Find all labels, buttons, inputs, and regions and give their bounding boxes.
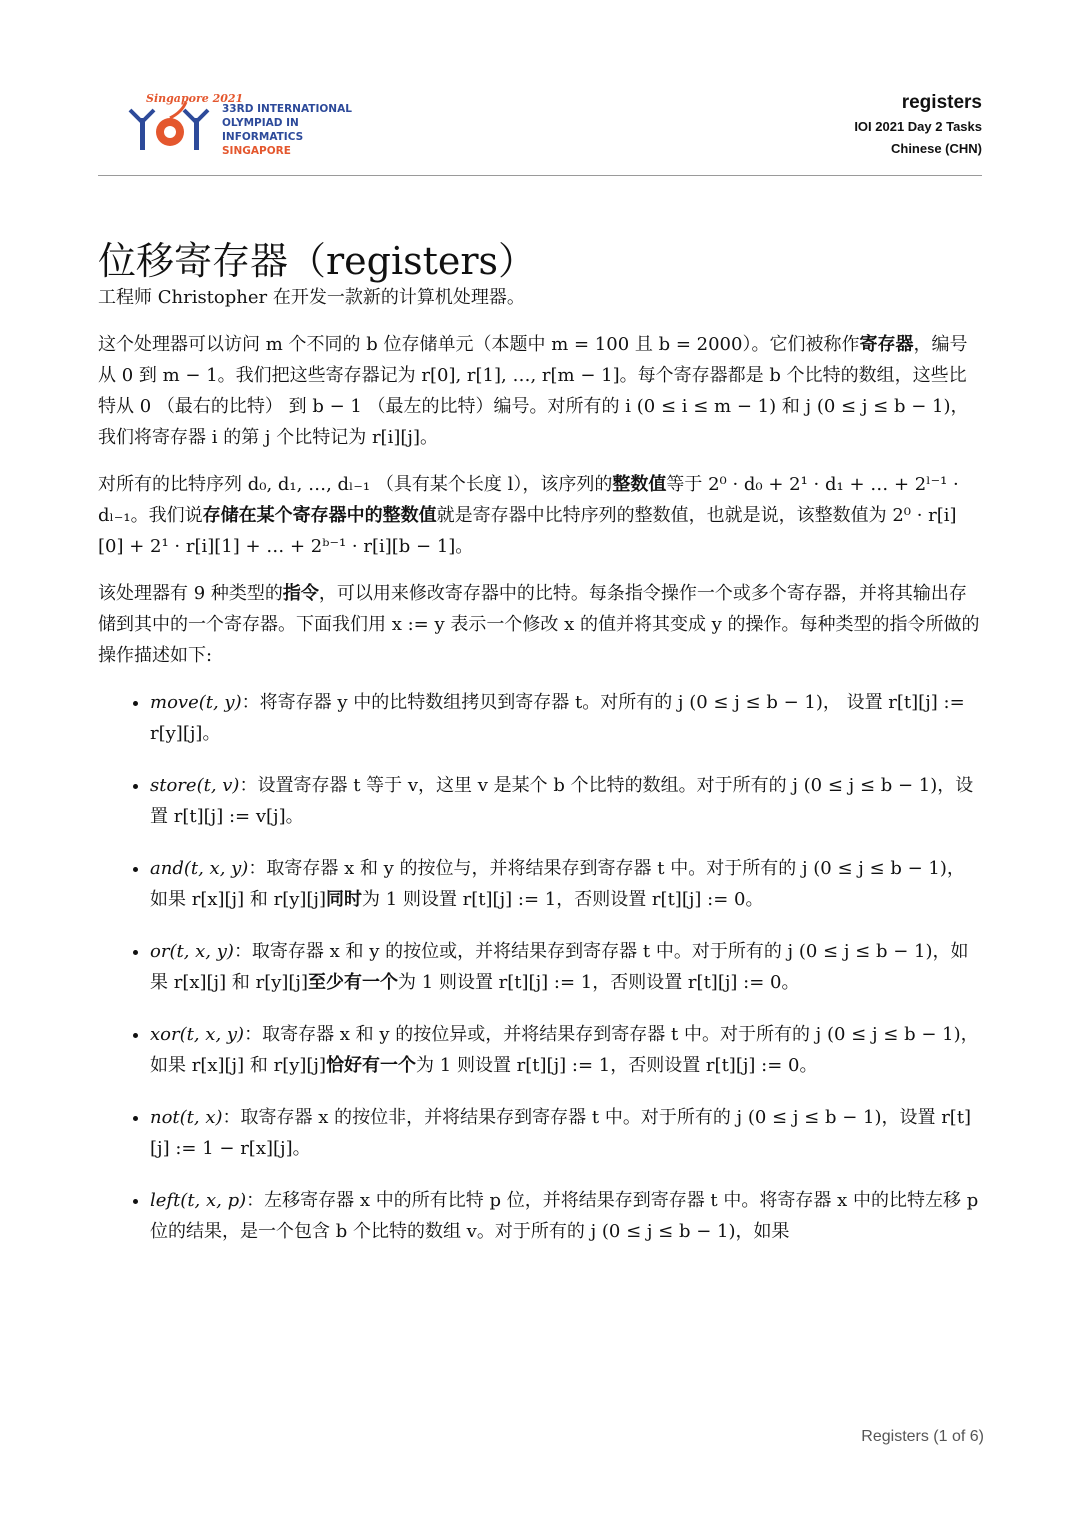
instruction-left [150, 1185, 982, 1247]
bold-term: 指令 [282, 583, 319, 604]
paragraph-text: 该处理器有 9 种类型的 [98, 583, 283, 604]
logo-text [222, 102, 372, 158]
paragraph-text: ，可以用来修改寄存器中的比特。每条指令操作一个或多个寄存器，并将其输出存储到其中的一个寄存器。下面我们用 x := y 表示一个修改 x 的值并将其变成 y 的操作。每种类型的指令所做的操作描述如下: [98, 583, 980, 666]
instruction-signature: store(t, v) [150, 775, 240, 796]
bold-term: 至少有一个 [308, 972, 399, 993]
paragraph-text: 就是寄存器中比特序列的整数值，也就是说，该整数值为 2⁰ · r[i][0] + 2¹ · r[i][1] + … + 2ᵇ⁻¹ · r[i][b − 1]。 [98, 505, 957, 557]
paragraph-text: 这个处理器可以访问 m 个不同的 b 位存储单元（本题中 m = 100 且 b = 2000）。它们被称作 [98, 334, 860, 355]
instruction-signature: or(t, x, y) [150, 941, 234, 962]
ioi-logo [112, 88, 372, 158]
paragraph-text: 等于 2⁰ · d₀ + 2¹ · d₁ + … + 2ˡ⁻¹ · dₗ₋₁。我们说 [98, 474, 959, 526]
instruction-text: ：取寄存器 x 和 y 的按位异或，并将结果存到寄存器 t 中。对于所有的 j (0 ≤ j ≤ b − 1)，如果 r[x][j] 和 r[y][j] [150, 1024, 979, 1076]
task-name: registers [901, 92, 982, 113]
instruction-text: 为 1 则设置 r[t][j] := 1，否则设置 r[t][j] := 0。 [416, 1055, 818, 1076]
instruction-and [150, 853, 982, 915]
instruction-text: ：设置寄存器 t 等于 v，这里 v 是某个 b 个比特的数组。对于所有的 j (0 ≤ j ≤ b − 1)，设置 r[t][j] := v[j]。 [150, 775, 974, 827]
instruction-list [98, 687, 982, 1247]
instruction-xor [150, 1019, 982, 1081]
bold-term: 存储在某个寄存器中的整数值 [202, 505, 437, 526]
page-footer: Registers (1 of 6) [861, 1428, 984, 1445]
document-body [98, 282, 982, 1268]
instruction-store [150, 770, 982, 832]
page-header [98, 88, 982, 176]
instruction-text: ：左移寄存器 x 中的所有比特 p 位，并将结果存到寄存器 t 中。将寄存器 x 中的比特左移 p 位的结果，是一个包含 b 个比特的数组 v。对于所有的 j (0 ≤ j ≤ b − 1)，如果 [150, 1190, 979, 1242]
instruction-text: ：取寄存器 x 和 y 的按位或，并将结果存到寄存器 t 中。对于所有的 j (0 ≤ j ≤ b − 1)，如果 r[x][j] 和 r[y][j] [150, 941, 969, 993]
instruction-signature: not(t, x) [150, 1107, 223, 1128]
intro-paragraph: 工程师 Christopher 在开发一款新的计算机处理器。 [98, 287, 525, 308]
page-title: 位移寄存器（registers） [98, 239, 537, 284]
instruction-move [150, 687, 982, 749]
paragraph-text: 对所有的比特序列 d₀, d₁, …, dₗ₋₁ （具有某个长度 l），该序列的 [98, 474, 613, 495]
instruction-signature: left(t, x, p) [150, 1190, 247, 1211]
instruction-signature: xor(t, x, y) [150, 1024, 245, 1045]
instruction-text: ：取寄存器 x 和 y 的按位与，并将结果存到寄存器 t 中。对于所有的 j (0 ≤ j ≤ b − 1)，如果 r[x][j] 和 r[y][j] [150, 858, 965, 910]
paragraph-registers [98, 329, 982, 453]
logo-script-text: Singapore 2021 [146, 92, 244, 105]
instruction-text: ：将寄存器 y 中的比特数组拷贝到寄存器 t。对所有的 j (0 ≤ j ≤ b − 1)， 设置 r[t][j] := r[y][j]。 [150, 692, 965, 744]
instruction-text: 为 1 则设置 r[t][j] := 1，否则设置 r[t][j] := 0。 [362, 889, 764, 910]
instruction-text: ：取寄存器 x 的按位非，并将结果存到寄存器 t 中。对于所有的 j (0 ≤ j ≤ b − 1)，设置 r[t][j] := 1 − r[x][j]。 [150, 1107, 972, 1159]
bold-term: 恰好有一个 [326, 1055, 417, 1076]
logo-line-2: OLYMPIAD IN INFORMATICS [222, 117, 304, 143]
contest-name: IOI 2021 Day 2 Tasks [854, 119, 982, 134]
paragraph-integer-value [98, 469, 982, 562]
instruction-text: 为 1 则设置 r[t][j] := 1，否则设置 r[t][j] := 0。 [398, 972, 800, 993]
header-divider [98, 175, 982, 176]
logo-line-3: SINGAPORE [222, 145, 291, 157]
instruction-signature: and(t, x, y) [150, 858, 249, 879]
instruction-signature: move(t, y) [150, 692, 242, 713]
paragraph-text: ，编号从 0 到 m − 1。我们把这些寄存器记为 r[0], r[1], …, r[m − 1]。每个寄存器都是 b 个比特的数组，这些比特从 0 （最右的比特） 到 b − 1 （最左的比特）编号。对所有的 i (0 ≤ i ≤ m − 1) 和 j (0 ≤ j ≤ b − 1)，我们将寄存器 i 的第 j 个比特记为 r[i][j]。 [98, 334, 969, 448]
language-label: Chinese (CHN) [890, 141, 982, 156]
header-meta [854, 90, 982, 160]
logo-line-1: 33RD INTERNATIONAL [222, 103, 352, 115]
bold-term: 整数值 [612, 474, 667, 495]
paragraph-instructions [98, 578, 982, 671]
instruction-not [150, 1102, 982, 1164]
bold-term: 寄存器 [859, 334, 914, 355]
instruction-or [150, 936, 982, 998]
bold-term: 同时 [326, 889, 363, 910]
